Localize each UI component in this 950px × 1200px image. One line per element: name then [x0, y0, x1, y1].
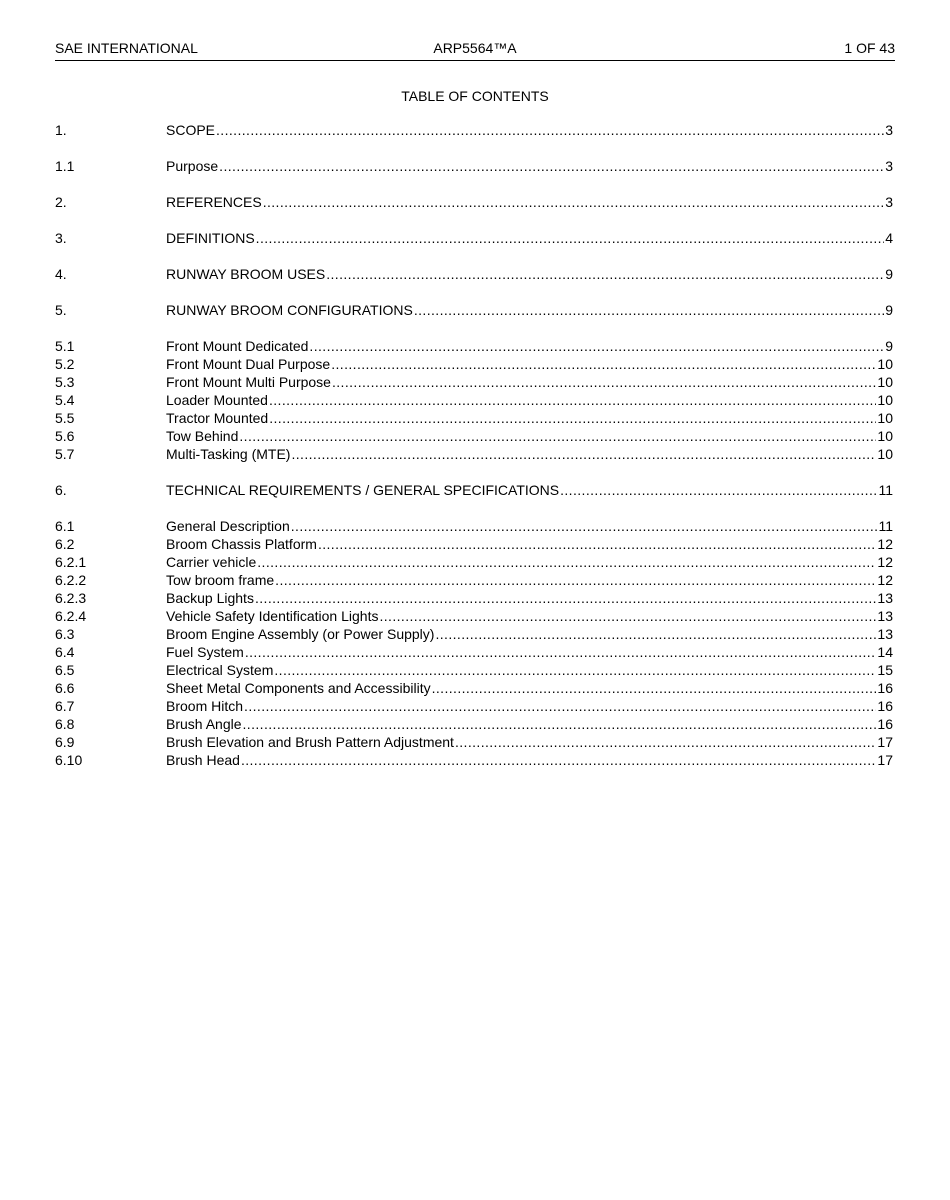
toc-entry[interactable]: [55, 301, 893, 319]
toc-entry-title: Tow Behind: [166, 428, 239, 444]
toc-entry-page: 10: [877, 446, 893, 462]
dot-leader: [309, 337, 884, 355]
toc-entry-title: Sheet Metal Components and Accessibility: [166, 680, 431, 696]
toc-entry-page: 15: [877, 662, 893, 678]
toc-entry-title: Front Mount Dedicated: [166, 338, 309, 354]
toc-entry[interactable]: [55, 535, 893, 553]
toc-entry-number: 5.6: [55, 428, 75, 444]
page-header: [55, 38, 895, 61]
toc-entry[interactable]: [55, 409, 893, 427]
toc-entry-title: RUNWAY BROOM CONFIGURATIONS: [166, 302, 413, 318]
toc-entry[interactable]: [55, 571, 893, 589]
toc-entry-title: Broom Chassis Platform: [166, 536, 317, 552]
dot-leader: [256, 229, 885, 247]
dot-leader: [326, 265, 884, 283]
dot-leader: [263, 193, 885, 211]
toc-entry[interactable]: [55, 553, 893, 571]
toc-entry-page: 10: [877, 410, 893, 426]
toc-entry[interactable]: [55, 679, 893, 697]
toc-entry-page: 13: [877, 590, 893, 606]
toc-entry[interactable]: [55, 229, 893, 247]
toc-entry-number: 1.1: [55, 158, 75, 174]
toc-entry-page: 11: [878, 518, 893, 534]
header-organization: SAE INTERNATIONAL: [55, 40, 198, 56]
toc-entry-number: 6.: [55, 482, 67, 498]
dot-leader: [455, 733, 876, 751]
toc-entry[interactable]: [55, 373, 893, 391]
toc-entry[interactable]: [55, 715, 893, 733]
toc-entry-title: Loader Mounted: [166, 392, 268, 408]
toc-entry-title: Vehicle Safety Identification Lights: [166, 608, 379, 624]
dot-leader: [255, 589, 876, 607]
toc-entry-number: 1.: [55, 122, 67, 138]
toc-entry-number: 5.5: [55, 410, 75, 426]
toc-entry-number: 6.4: [55, 644, 75, 660]
dot-leader: [241, 751, 876, 769]
toc-entry-title: Tractor Mounted: [166, 410, 269, 426]
toc-entry-number: 6.5: [55, 662, 75, 678]
toc-entry-title: Brush Elevation and Brush Pattern Adjustment: [166, 734, 454, 750]
toc-entry-number: 3.: [55, 230, 67, 246]
toc-entry-title: REFERENCES: [166, 194, 262, 210]
toc-entry-page: 9: [885, 338, 893, 354]
toc-entry[interactable]: [55, 481, 893, 499]
toc-entry-number: 6.10: [55, 752, 83, 768]
toc-entry-title: Fuel System: [166, 644, 244, 660]
toc-title: TABLE OF CONTENTS: [401, 88, 549, 104]
toc-entry[interactable]: [55, 607, 893, 625]
toc-entry-number: 6.8: [55, 716, 75, 732]
toc-entry-page: 14: [877, 644, 893, 660]
toc-entry-number: 4.: [55, 266, 67, 282]
dot-leader: [332, 373, 876, 391]
toc-entry[interactable]: [55, 445, 893, 463]
header-page-count: 1 OF 43: [844, 40, 895, 56]
toc-entry-title: Backup Lights: [166, 590, 254, 606]
dot-leader: [216, 121, 884, 139]
toc-entry[interactable]: [55, 697, 893, 715]
toc-entry[interactable]: [55, 265, 893, 283]
dot-leader: [219, 157, 884, 175]
toc-entry[interactable]: [55, 517, 893, 535]
toc-entry-title: Brush Head: [166, 752, 240, 768]
toc-entry-title: Electrical System: [166, 662, 274, 678]
toc-entry-number: 5.7: [55, 446, 75, 462]
toc-entry-title: Front Mount Multi Purpose: [166, 374, 331, 390]
toc-entry-page: 3: [885, 122, 893, 138]
toc-entry-number: 6.1: [55, 518, 75, 534]
toc-entry[interactable]: [55, 733, 893, 751]
toc-entry-page: 4: [885, 230, 893, 246]
toc-entry-number: 2.: [55, 194, 67, 210]
toc-entry-title: Multi-Tasking (MTE): [166, 446, 291, 462]
toc-entry-page: 3: [885, 158, 893, 174]
toc-entry-page: 10: [877, 392, 893, 408]
toc-entry-page: 9: [885, 266, 893, 282]
toc-entry-number: 5.4: [55, 392, 75, 408]
dot-leader: [291, 517, 878, 535]
dot-leader: [269, 409, 876, 427]
toc-entry-number: 6.3: [55, 626, 75, 642]
toc-entry[interactable]: [55, 589, 893, 607]
toc-entry[interactable]: [55, 643, 893, 661]
toc-entry[interactable]: [55, 193, 893, 211]
toc-entry-page: 16: [877, 716, 893, 732]
dot-leader: [243, 715, 877, 733]
toc-entry-title: DEFINITIONS: [166, 230, 255, 246]
toc-entry-page: 9: [885, 302, 893, 318]
dot-leader: [269, 391, 876, 409]
header-document-number: ARP5564™A: [433, 40, 517, 56]
toc-entry-page: 13: [877, 626, 893, 642]
toc-entry-page: 12: [877, 572, 893, 588]
toc-entry[interactable]: [55, 157, 893, 175]
toc-entry[interactable]: [55, 751, 893, 769]
toc-entry-page: 3: [885, 194, 893, 210]
dot-leader: [331, 355, 876, 373]
toc-entry-title: Purpose: [166, 158, 219, 174]
toc-entry-number: 6.7: [55, 698, 75, 714]
toc-entry-title: Carrier vehicle: [166, 554, 257, 570]
toc-entry-number: 5.3: [55, 374, 75, 390]
toc-entry-number: 5.1: [55, 338, 75, 354]
toc-entry-title: Broom Engine Assembly (or Power Supply): [166, 626, 435, 642]
dot-leader: [291, 445, 876, 463]
dot-leader: [274, 661, 876, 679]
toc-entry-page: 10: [877, 374, 893, 390]
dot-leader: [414, 301, 884, 319]
toc-entry-page: 12: [877, 536, 893, 552]
toc-entry-page: 11: [878, 482, 893, 498]
toc-entry-title: Tow broom frame: [166, 572, 275, 588]
dot-leader: [239, 427, 876, 445]
toc-entry-number: 6.9: [55, 734, 75, 750]
toc-entry[interactable]: [55, 337, 893, 355]
table-of-contents: [55, 121, 893, 769]
dot-leader: [435, 625, 876, 643]
toc-entry-title: Front Mount Dual Purpose: [166, 356, 331, 372]
toc-entry-number: 5.2: [55, 356, 75, 372]
toc-entry-page: 16: [877, 698, 893, 714]
dot-leader: [432, 679, 877, 697]
toc-entry[interactable]: [55, 661, 893, 679]
dot-leader: [379, 607, 876, 625]
toc-entry-number: 6.2.2: [55, 572, 87, 588]
toc-entry-page: 10: [877, 356, 893, 372]
toc-entry-title: RUNWAY BROOM USES: [166, 266, 326, 282]
toc-entry[interactable]: [55, 427, 893, 445]
toc-entry-title: Brush Angle: [166, 716, 242, 732]
toc-entry-title: SCOPE: [166, 122, 216, 138]
dot-leader: [318, 535, 876, 553]
toc-entry-page: 12: [877, 554, 893, 570]
toc-entry-title: Broom Hitch: [166, 698, 244, 714]
dot-leader: [244, 697, 876, 715]
toc-entry-number: 6.2.3: [55, 590, 87, 606]
toc-entry[interactable]: [55, 355, 893, 373]
dot-leader: [560, 481, 877, 499]
dot-leader: [275, 571, 876, 589]
toc-entry-page: 17: [877, 752, 893, 768]
toc-entry-number: 5.: [55, 302, 67, 318]
toc-entry-number: 6.2.4: [55, 608, 87, 624]
dot-leader: [257, 553, 876, 571]
toc-entry-number: 6.2.1: [55, 554, 87, 570]
toc-entry-number: 6.6: [55, 680, 75, 696]
toc-entry-page: 16: [877, 680, 893, 696]
toc-entry-page: 17: [877, 734, 893, 750]
toc-entry[interactable]: [55, 625, 893, 643]
toc-entry[interactable]: [55, 391, 893, 409]
toc-entry-page: 13: [877, 608, 893, 624]
toc-entry-number: 6.2: [55, 536, 75, 552]
toc-entry-page: 10: [877, 428, 893, 444]
toc-entry[interactable]: [55, 121, 893, 139]
toc-entry-title: TECHNICAL REQUIREMENTS / GENERAL SPECIFICATIONS: [166, 482, 560, 498]
toc-entry-title: General Description: [166, 518, 290, 534]
dot-leader: [245, 643, 877, 661]
